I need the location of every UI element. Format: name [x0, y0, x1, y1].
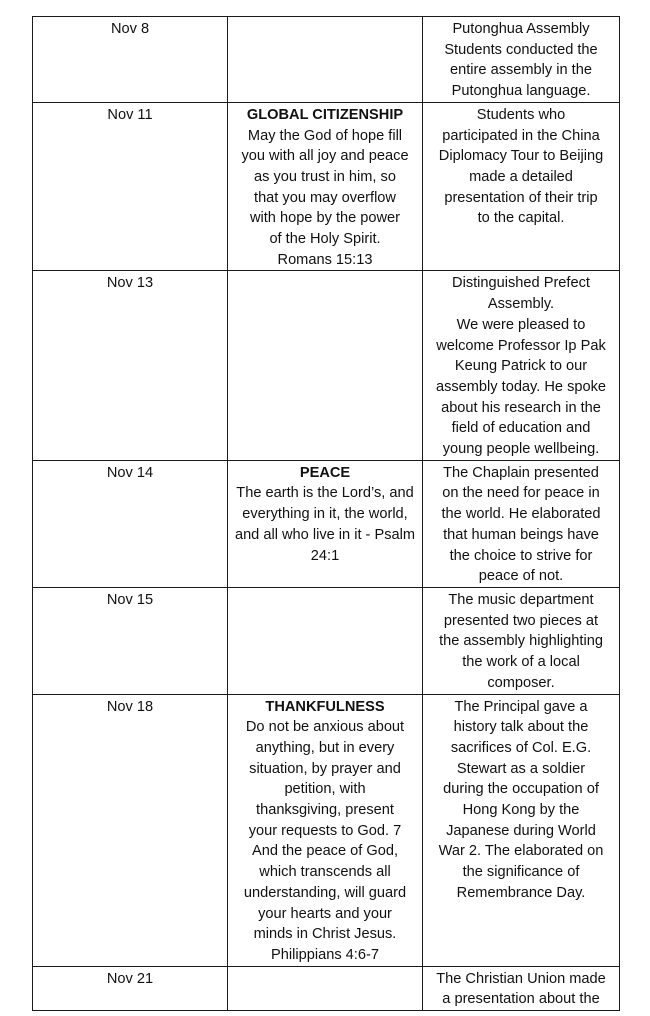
description-text: Distinguished Prefect Assembly. We were pleased to welcome Professor Ip Pak Keung Patrick to our assembly today. He spoke about his research in the field of education and young people wellbeing.	[435, 275, 607, 458]
table-row	[33, 694, 620, 966]
description-cell	[423, 587, 620, 694]
theme-cell	[228, 587, 423, 694]
theme-cell	[228, 271, 423, 460]
scripture-reference: Philippians 4:6-7	[271, 946, 379, 963]
table-row	[33, 102, 620, 271]
description-text: The Chaplain presented on the need for peace in the world. He elaborated that human beings have the choice to strive for peace of not.	[441, 464, 601, 585]
description-text: The Principal gave a history talk about the sacrifices of Col. E.G. Stewart as a soldier during the occupation of Hong Kong by the Japanese during World War 2. The elaborated on the significance of Remembrance Day.	[438, 698, 604, 901]
date-text: Nov 15	[106, 591, 154, 608]
date-cell	[33, 271, 228, 460]
table-row	[33, 271, 620, 460]
scripture-text: May the God of hope fill you with all joy and peace as you trust in him, so that you may overflow with hope by the power of the Holy Spirit.	[241, 127, 409, 248]
date-cell	[33, 966, 228, 1010]
table-row	[33, 587, 620, 694]
date-text: Nov 8	[110, 21, 150, 37]
date-text: Nov 13	[106, 275, 154, 292]
theme-cell	[228, 17, 423, 103]
theme-cell	[228, 102, 423, 271]
description-text: Students who participated in the China Diplomacy Tour to Beijing made a detailed presentation of their trip to the capital.	[438, 106, 604, 227]
date-cell	[33, 587, 228, 694]
table-row	[33, 460, 620, 587]
description-text: Putonghua Assembly Students conducted the entire assembly in the Putonghua language.	[444, 21, 598, 100]
scripture-text: The earth is the Lord’s, and everything in it, the world, and all who live in it - Psalm 24:1	[234, 485, 416, 564]
table-row	[33, 17, 620, 103]
table-row	[33, 966, 620, 1010]
theme-cell	[228, 694, 423, 966]
theme-title: GLOBAL CITIZENSHIP	[246, 106, 404, 123]
description-cell	[423, 102, 620, 271]
assembly-schedule-table	[32, 16, 620, 1011]
date-cell	[33, 17, 228, 103]
description-cell	[423, 460, 620, 587]
theme-title: THANKFULNESS	[265, 698, 385, 715]
date-text: Nov 14	[106, 464, 154, 481]
scripture-reference: Romans 15:13	[277, 251, 373, 268]
theme-cell	[228, 966, 423, 1010]
description-cell	[423, 17, 620, 103]
description-text: The music department presented two pieces at the assembly highlighting the work of a local composer.	[439, 591, 603, 691]
description-cell	[423, 966, 620, 1010]
theme-cell	[228, 460, 423, 587]
date-text: Nov 11	[107, 106, 153, 123]
date-cell	[33, 102, 228, 271]
date-text: Nov 21	[106, 970, 154, 987]
date-text: Nov 18	[106, 698, 154, 715]
description-cell	[423, 271, 620, 460]
description-text: The Christian Union made a presentation about the	[436, 970, 606, 1008]
scripture-text: Do not be anxious about anything, but in every situation, by prayer and petition, with thanksgiving, present your requests to God. 7 And the peace of God, which transcends all understanding, will guard your hearts and your minds in Christ Jesus.	[243, 719, 407, 943]
date-cell	[33, 694, 228, 966]
theme-title: PEACE	[299, 464, 351, 481]
date-cell	[33, 460, 228, 587]
description-cell	[423, 694, 620, 966]
